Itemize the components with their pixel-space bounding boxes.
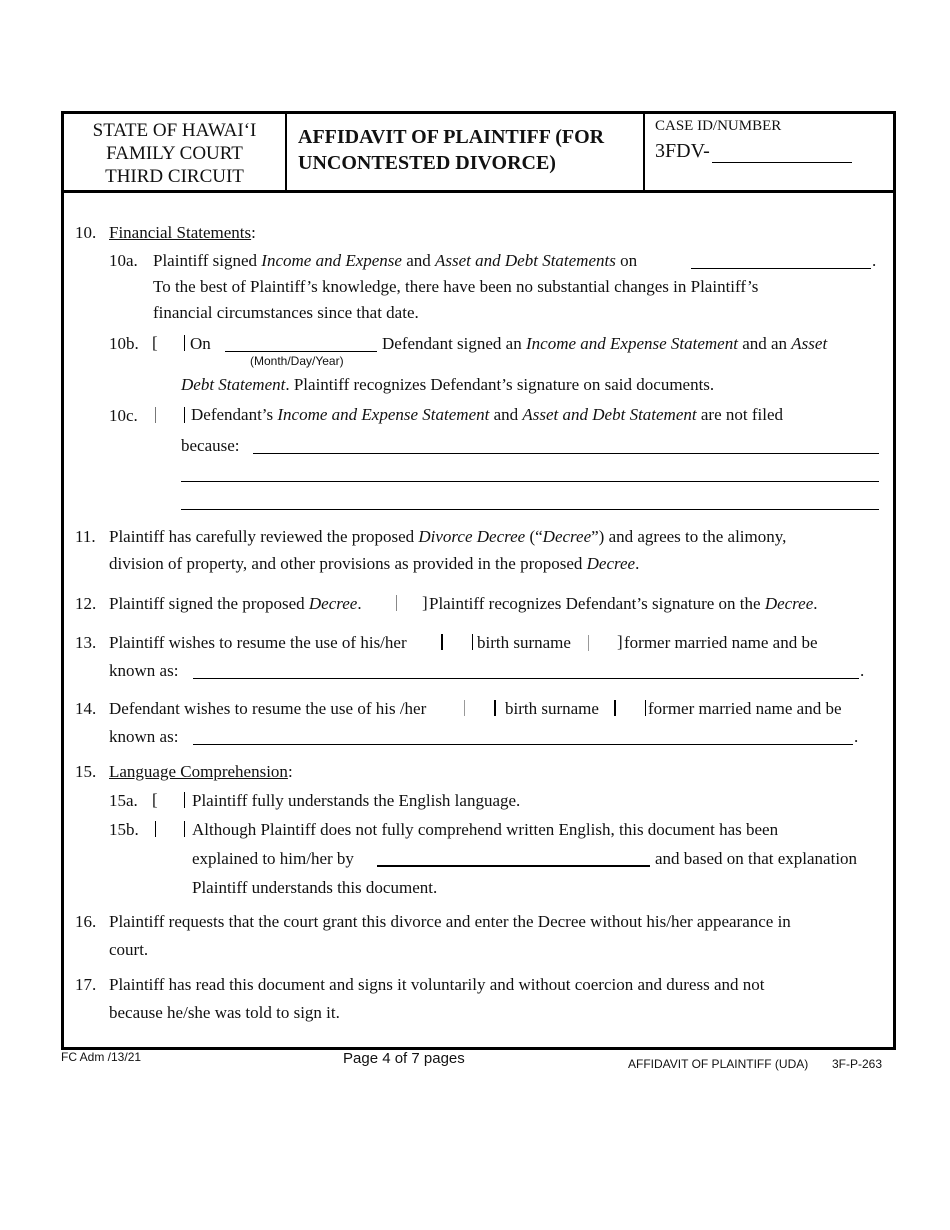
item-15-number: 15. [75,762,97,781]
item-10c-number: 10c. [109,406,138,425]
item-13-former-name-checkbox[interactable] [588,635,589,651]
item-15b-explainer-field[interactable] [377,865,650,867]
item-11-text-part: ”) and agrees to the alimony, [591,527,787,546]
item-13-known-as: known as: [109,661,179,680]
case-number-value [655,140,893,163]
item-11-line2 [109,554,639,574]
item-12-italic-part: Decree [764,594,814,613]
item-10a-date-field[interactable] [691,268,871,269]
item-13-former-name-label: former married name and be [624,633,818,652]
item-10b-text-part: and an [737,334,792,353]
item-10a-number: 10a. [109,251,138,270]
item-10c-italic-part: Asset and Debt Statement [522,405,697,424]
item-17-line1: Plaintiff has read this document and signs it voluntarily and without coercion and duress and not [109,975,765,994]
item-13-name-field[interactable] [193,678,859,679]
item-16-line1: Plaintiff requests that the court grant this divorce and enter the Decree without his/her appearance in [109,912,791,931]
item-11-text-part: Plaintiff has carefully reviewed the proposed [109,527,419,546]
item-10c-text-part: are not filed [696,405,783,424]
case-number-cell [647,114,893,190]
item-12-checkbox[interactable] [396,595,397,611]
item-11-text-part: (“ [525,527,543,546]
item-15a-text: Plaintiff fully understands the English language. [192,791,521,810]
court-name-cell [64,114,287,190]
item-11-italic-part: Decree [586,554,636,573]
item-15b-line1: Although Plaintiff does not fully comprehend written English, this document has been [192,820,779,839]
item-14-birth-surname-checkbox[interactable] [464,700,465,716]
item-10b-text-part: Defendant signed an [382,334,526,353]
item-10a-italic-part: Asset and Debt Statements [435,251,616,270]
item-10b-date-hint: (Month/Day/Year) [250,354,344,368]
item-13-checkbox-edge [472,634,473,650]
item-11-text-part: division of property, and other provisions as provided in the proposed [109,554,587,573]
item-10c-text [191,405,783,425]
form-header [64,114,893,193]
item-10b-date-field[interactable] [225,351,377,352]
item-10b-italic-part: Income and Expense Statement [525,334,738,353]
footer-form-number: 3F-P-263 [832,1057,883,1071]
court-type: FAMILY COURT [106,143,243,164]
item-12-checkbox-edge: ] [422,593,428,612]
item-10b-on: On [190,334,211,353]
item-10c-text-part: and [489,405,523,424]
item-15b-line2b: and based on that explanation [655,849,858,868]
item-15b-line2a: explained to him/her by [192,849,354,868]
footer-form-title: AFFIDAVIT OF PLAINTIFF (UDA) [628,1057,809,1071]
item-12-text [109,594,362,614]
item-14-former-name-label: former married name and be [648,699,842,718]
item-13-checkbox-edge-right: ] [617,632,623,651]
item-15b-checkbox[interactable] [155,821,156,837]
item-11-italic-part: Divorce Decree [418,527,526,546]
financial-statements-heading: Financial Statements [109,223,252,242]
case-number-field[interactable] [712,144,852,163]
item-14-text: Defendant wishes to resume the use of his /her [109,699,427,718]
item-11-italic-part: Decree [542,527,592,546]
item-15b-checkbox-edge [184,821,185,837]
item-14-known-as: known as: [109,727,179,746]
item-10a-period: . [872,251,877,270]
item-10c-checkbox-edge [184,407,185,423]
item-10a-text-part: Plaintiff signed [153,251,262,270]
item-15a-checkbox[interactable]: [ [152,790,158,809]
item-10a-text [153,251,637,271]
item-10b-line2 [181,375,714,395]
item-10a-text-part: on [615,251,638,270]
document-title-cell [289,114,645,190]
item-10c-italic-part: Income and Expense Statement [277,405,490,424]
item-10c-because: because: [181,436,240,455]
document-title-line2: UNCONTESTED DIVORCE) [298,152,556,174]
item-10b-checkbox[interactable]: [ [152,333,158,352]
item-15-heading: Language Comprehension: [109,762,293,781]
item-10a-line3: financial circumstances since that date. [153,303,419,322]
item-10a-italic-part: Income and Expense [261,251,402,270]
item-17-line2: because he/she was told to sign it. [109,1003,340,1022]
item-12-text2 [429,594,818,614]
document-title-line1: AFFIDAVIT OF PLAINTIFF (FOR [298,126,605,148]
item-14-checkbox-edge-right [645,700,646,716]
language-comprehension-heading: Language Comprehension [109,762,288,781]
item-12-italic-part: Decree [308,594,358,613]
item-10a-text-part: and [401,251,436,270]
item-14-former-name-checkbox[interactable] [614,700,616,716]
item-10b-number: 10b. [109,334,139,353]
item-12-text-part: . [813,594,818,613]
item-12-text-part: . [357,594,362,613]
court-circuit: THIRD CIRCUIT [105,166,244,187]
item-10-heading: Financial Statements: [109,223,256,242]
item-10c-reason-field-2[interactable] [181,481,879,482]
item-15a-number: 15a. [109,791,138,810]
item-10b-checkbox-edge [184,335,185,351]
item-14-checkbox-edge [494,700,496,716]
item-10b-italic-part: Debt Statement [181,375,286,394]
item-14-number: 14. [75,699,97,718]
item-13-number: 13. [75,633,97,652]
item-13-period: . [860,661,865,680]
item-15a-checkbox-edge [184,792,185,808]
item-10c-reason-field-1[interactable] [253,453,879,454]
item-11-text-part: . [635,554,640,573]
item-12-text-part: Plaintiff recognizes Defendant’s signature on the [429,594,765,613]
item-16-number: 16. [75,912,97,931]
item-10-number: 10. [75,223,97,242]
item-14-birth-surname-label: birth surname [505,699,599,718]
item-13-text: Plaintiff wishes to resume the use of his/her [109,633,407,652]
item-14-name-field[interactable] [193,744,853,745]
item-10b-text [382,334,827,354]
item-10c-reason-field-3[interactable] [181,509,879,510]
item-12-text-part: Plaintiff signed the proposed [109,594,309,613]
item-11-line1 [109,527,786,547]
item-10b-italic-part: Asset [791,334,828,353]
item-15b-line3: Plaintiff understands this document. [192,878,438,897]
case-number-label: CASE ID/NUMBER [655,118,782,134]
item-12-number: 12. [75,594,97,613]
item-10c-checkbox[interactable] [155,407,156,423]
item-13-birth-surname-label: birth surname [477,633,571,652]
item-11-number: 11. [75,527,96,546]
case-number-prefix: 3FDV- [655,140,710,162]
item-10a-line2: To the best of Plaintiff’s knowledge, there have been no substantial changes in Plaintiff’s [153,277,759,296]
footer-form-code: FC Adm /13/21 [61,1050,142,1064]
item-15b-number: 15b. [109,820,139,839]
item-14-period: . [854,727,859,746]
item-16-line2: court. [109,940,149,959]
item-10c-text-part: Defendant’s [191,405,278,424]
footer-page-number: Page 4 of 7 pages [343,1050,465,1067]
item-13-birth-surname-checkbox[interactable] [441,634,443,650]
item-10b-text-part: . Plaintiff recognizes Defendant’s signature on said documents. [285,375,715,394]
court-state: STATE OF HAWAIʻI [92,120,257,141]
item-17-number: 17. [75,975,97,994]
